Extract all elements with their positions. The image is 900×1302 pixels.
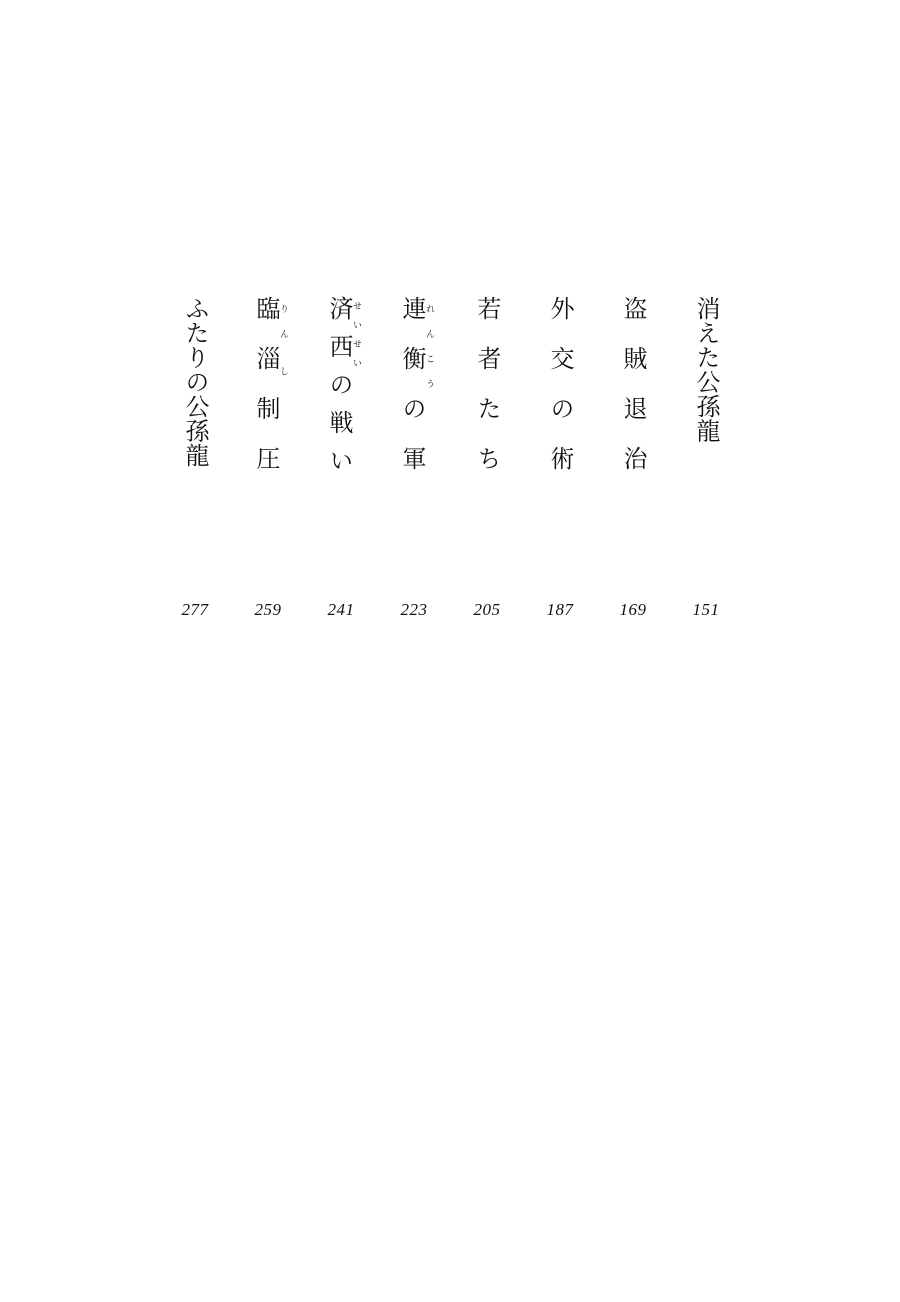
chapter-title [540, 296, 580, 496]
toc-entry[interactable] [321, 296, 361, 636]
toc-entry[interactable] [467, 296, 507, 636]
furigana: れん [424, 296, 434, 346]
chapter-title-rest: の戦い [325, 372, 353, 486]
toc-entry[interactable] [394, 296, 434, 636]
ruby-char: 連れん [398, 296, 434, 346]
chapter-title [613, 296, 653, 496]
toc-entry[interactable] [613, 296, 653, 636]
chapter-title-rest: の軍 [398, 396, 426, 496]
ruby-char: 淄し [252, 346, 288, 396]
chapter-title [686, 296, 726, 496]
page-number: 277 [181, 600, 209, 619]
chapter-title-text: ふたりの公孫龍 [181, 296, 209, 468]
chapter-title [321, 296, 361, 496]
chapter-title [394, 296, 434, 496]
toc-entry[interactable] [175, 296, 215, 636]
chapter-title-rest: 制圧 [252, 396, 280, 496]
furigana: せい [351, 334, 361, 372]
chapter-title-text: 消えた公孫龍 [692, 296, 720, 443]
toc-entry[interactable] [540, 296, 580, 636]
ruby-char: 衡こう [398, 346, 434, 396]
page-number: 259 [254, 600, 282, 619]
furigana: し [278, 346, 288, 396]
chapter-title-text: 若者たち [473, 296, 501, 496]
toc-entry[interactable] [686, 296, 726, 636]
ruby-char: 臨りん [252, 296, 288, 346]
ruby-char: 西せい [325, 334, 361, 372]
chapter-title [467, 296, 507, 496]
chapter-title-text: 外交の術 [546, 296, 574, 496]
page-number: 151 [692, 600, 720, 619]
furigana: こう [424, 346, 434, 396]
page-number: 187 [546, 600, 574, 619]
furigana: せい [351, 296, 361, 334]
page-number: 223 [400, 600, 428, 619]
toc-entry[interactable] [248, 296, 288, 636]
page-number: 205 [473, 600, 501, 619]
chapter-title [248, 296, 288, 496]
page-number: 169 [619, 600, 647, 619]
chapter-title [175, 296, 215, 496]
ruby-char: 済せい [325, 296, 361, 334]
furigana: りん [278, 296, 288, 346]
chapter-title-text: 盗賊退治 [619, 296, 647, 496]
page-number: 241 [327, 600, 355, 619]
